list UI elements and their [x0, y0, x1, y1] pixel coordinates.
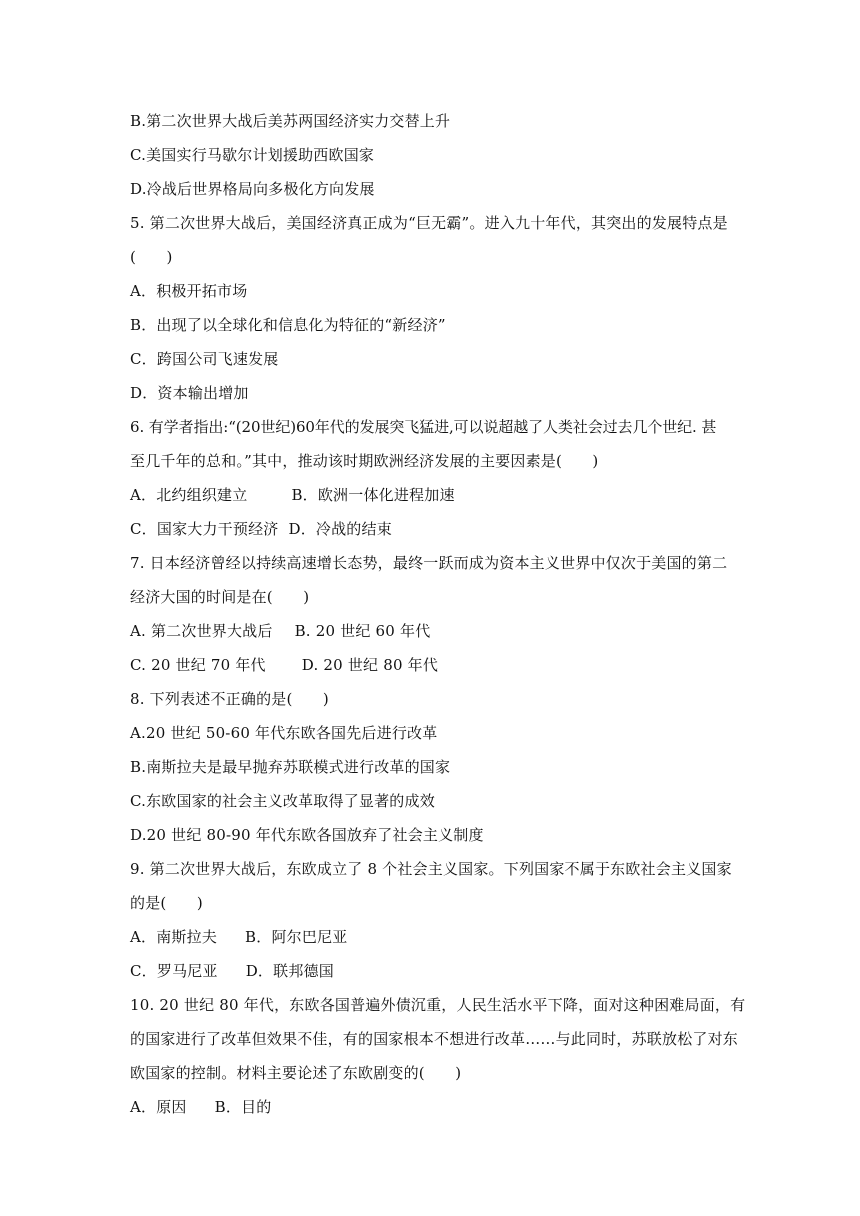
text-span: ( ): [130, 248, 173, 266]
text-span: D.冷战后世界格局向多极化方向发展: [130, 180, 375, 198]
text-span: B.南斯拉夫是最早抛弃苏联模式进行改革的国家: [130, 758, 451, 776]
q9-options-row-1: [130, 927, 347, 947]
text-span: 8. 下列表述不正确的是( ): [130, 690, 329, 708]
q5-option-c: [130, 349, 278, 369]
q10-stem-line-2: [130, 1029, 738, 1049]
q7-option-b: B. 20 世纪 60 年代: [294, 622, 431, 640]
q4-option-b: [130, 111, 450, 131]
q9-option-b: B．阿尔巴尼亚: [245, 928, 348, 946]
q7-option-a: A. 第二次世界大战后: [130, 622, 273, 640]
text-span: 5. 第二次世界大战后，美国经济真正成为“巨无霸”。进入九十年代，其突出的发展特点是: [130, 214, 728, 232]
text-span: B．出现了以全球化和信息化为特征的“新经济”: [130, 316, 446, 334]
text-span: A．积极开拓市场: [130, 282, 248, 300]
q7-options-row-2: [130, 655, 438, 675]
q8-option-c: [130, 791, 435, 811]
q5-option-a: [130, 281, 247, 301]
text-span: 欧国家的控制。材料主要论述了东欧剧变的( ): [130, 1064, 462, 1082]
text-span: 的国家进行了改革但效果不佳，有的国家根本不想进行改革……与此同时，苏联放松了对东: [130, 1030, 739, 1048]
q6-option-c: C．国家大力干预经济: [130, 520, 279, 538]
q9-option-d: D．联邦德国: [245, 962, 334, 980]
q6-stem-line-1: [130, 417, 716, 437]
q5-option-b: [130, 315, 446, 335]
q9-stem-line-2: [130, 893, 203, 913]
q6-options-row-2: [130, 519, 392, 539]
q7-option-d: D. 20 世纪 80 年代: [301, 656, 439, 674]
q7-stem-line-2: [130, 587, 309, 607]
q5-stem-line-2: [130, 247, 173, 267]
text-span: C．跨国公司飞速发展: [130, 350, 279, 368]
q10-option-b: B．目的: [214, 1098, 272, 1116]
q4-option-d: [130, 179, 375, 199]
q9-option-c: C．罗马尼亚: [130, 962, 218, 980]
q6-option-a: A．北约组织建立: [130, 486, 248, 504]
q8-option-d: [130, 825, 484, 845]
text-span: 6. 有学者指出:“(20世纪)60年代的发展突飞猛进,可以说超越了人类社会过去几个世纪. 甚: [130, 418, 717, 436]
text-span: 7. 日本经济曾经以持续高速增长态势，最终一跃而成为资本主义世界中仅次于美国的第二: [130, 554, 728, 572]
text-span: C.东欧国家的社会主义改革取得了显著的成效: [130, 792, 435, 810]
q6-option-d: D．冷战的结束: [288, 520, 392, 538]
q8-option-b: [130, 757, 450, 777]
text-span: A.20 世纪 50-60 年代东欧各国先后进行改革: [130, 724, 438, 742]
text-span: 的是( ): [130, 894, 203, 912]
q5-stem-line-1: [130, 213, 728, 233]
text-span: D．资本输出增加: [130, 384, 249, 402]
q5-option-d: [130, 383, 249, 403]
text-span: 9. 第二次世界大战后，东欧成立了 8 个社会主义国家。下列国家不属于东欧社会主义国家: [130, 860, 732, 878]
q10-stem-line-1: [130, 995, 745, 1015]
q6-stem-line-2: [130, 451, 598, 471]
text-span: 10. 20 世纪 80 年代，东欧各国普遍外债沉重，人民生活水平下降，面对这种困难局面，有: [130, 996, 746, 1014]
q9-stem-line-1: [130, 859, 732, 879]
q10-option-a: A．原因: [130, 1098, 187, 1116]
q10-stem-line-3: [130, 1063, 461, 1083]
q10-options-row-1: [130, 1097, 271, 1117]
q7-option-c: C. 20 世纪 70 年代: [130, 656, 266, 674]
text-span: B.第二次世界大战后美苏两国经济实力交替上升: [130, 112, 451, 130]
q8-stem: [130, 689, 329, 709]
q6-options-row-1: [130, 485, 455, 505]
text-span: 至几千年的总和。”其中，推动该时期欧洲经济发展的主要因素是( ): [130, 452, 599, 470]
q8-option-a: [130, 723, 437, 743]
q4-option-c: [130, 145, 374, 165]
q9-option-a: A．南斯拉夫: [130, 928, 218, 946]
q9-options-row-2: [130, 961, 334, 981]
text-span: 经济大国的时间是在( ): [130, 588, 310, 606]
text-span: C.美国实行马歇尔计划援助西欧国家: [130, 146, 375, 164]
q6-option-b: B．欧洲一体化进程加速: [291, 486, 455, 504]
q7-stem-line-1: [130, 553, 727, 573]
q7-options-row-1: [130, 621, 430, 641]
text-span: D.20 世纪 80-90 年代东欧各国放弃了社会主义制度: [130, 826, 484, 844]
